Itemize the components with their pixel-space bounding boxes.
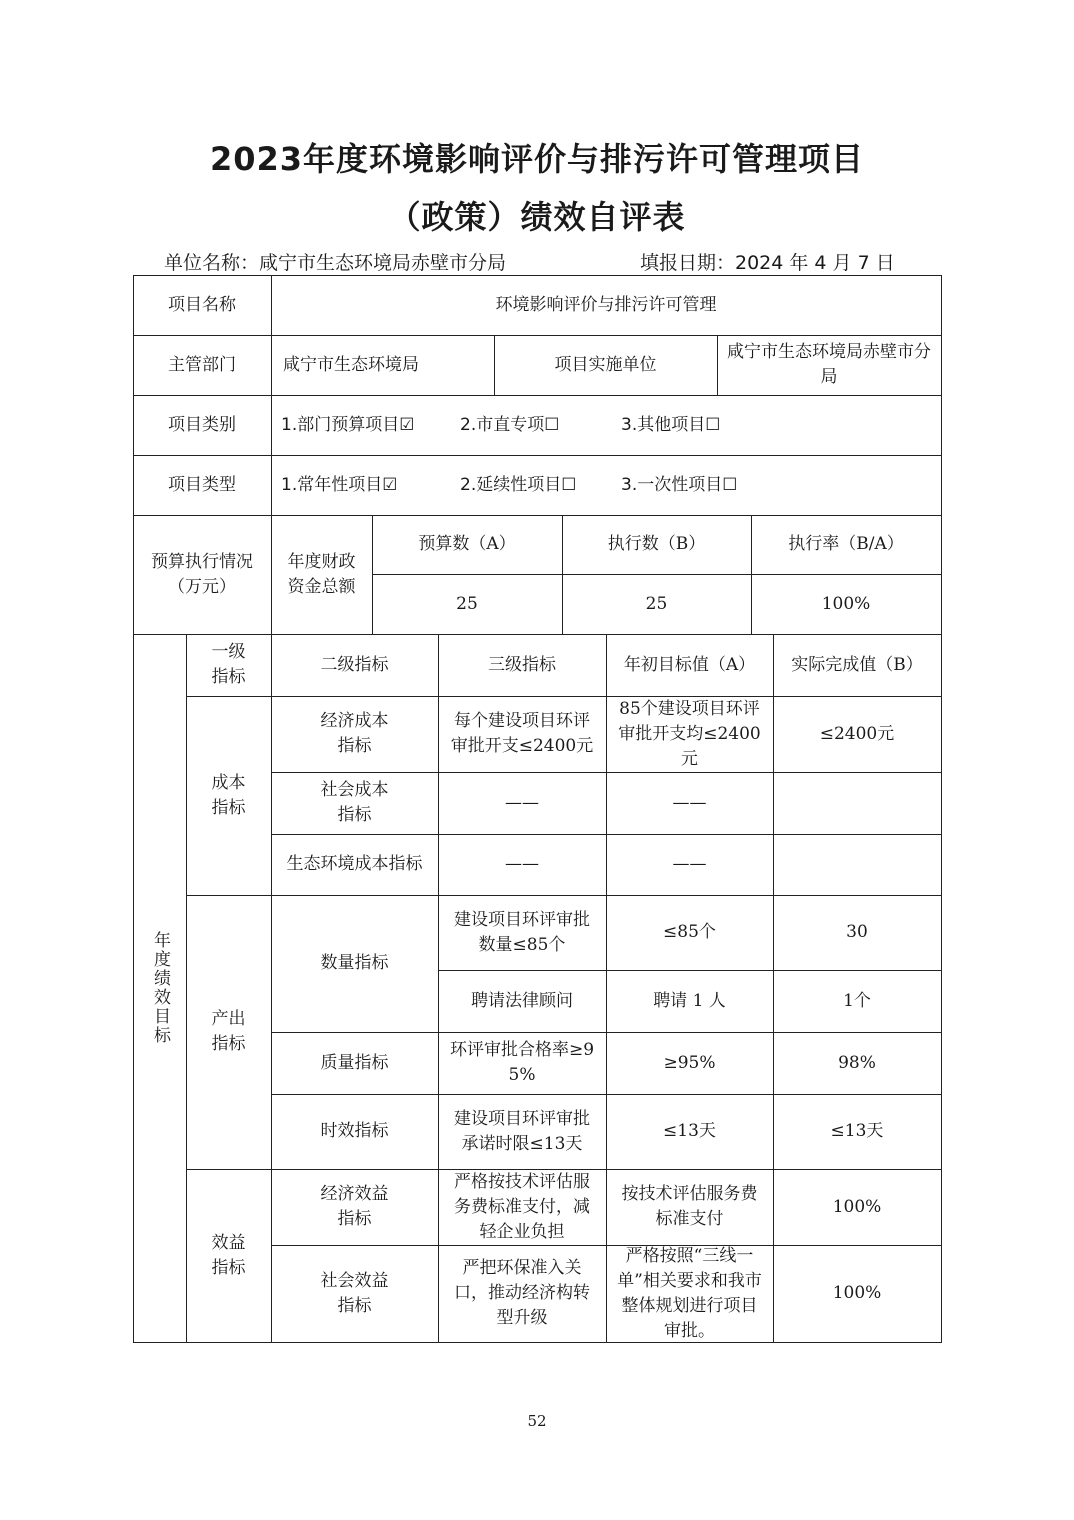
indicator-actual: 100% <box>832 1196 882 1217</box>
value-executed-b: 25 <box>645 593 668 614</box>
category-option-3: 3.其他项目☐ <box>621 414 721 435</box>
header-budget-a: 预算数（A） <box>418 534 516 554</box>
header-executed-b: 执行数（B） <box>607 534 706 554</box>
indicator-target: ≥95% <box>663 1052 716 1073</box>
indicator-level3: 每个建设项目环评审批开支≤2400元 <box>450 711 594 756</box>
indicator-level2: 经济成本 指标 <box>320 711 389 756</box>
indicator-level3: 环评审批合格率≥95% <box>449 1040 595 1085</box>
label-annual-targets: 年度绩效目标 <box>150 931 170 1045</box>
indicator-level2: 质量指标 <box>320 1052 389 1073</box>
group-output: 产出 指标 <box>211 1009 246 1054</box>
header-actual: 实际完成值（B） <box>791 654 923 675</box>
indicator-level2: 社会成本 指标 <box>320 780 389 825</box>
indicator-level3: 建设项目环评审批承诺时限≤13天 <box>454 1108 590 1154</box>
type-option-1: 1.常年性项目☑ <box>281 474 398 495</box>
indicator-actual <box>773 834 941 895</box>
page-number: 52 <box>527 1412 547 1430</box>
label-project-name: 项目名称 <box>168 294 236 315</box>
indicator-actual <box>773 772 941 834</box>
header-level3: 三级指标 <box>488 654 556 675</box>
type-option-3: 3.一次性项目☐ <box>621 474 738 495</box>
indicator-actual: ≤2400元 <box>819 723 895 744</box>
type-option-2: 2.延续性项目☐ <box>460 474 577 495</box>
indicator-target: —— <box>672 792 707 813</box>
indicator-level3: 聘请法律顾问 <box>471 990 573 1011</box>
category-option-1: 1.部门预算项目☑ <box>281 414 415 435</box>
indicator-actual: 1个 <box>843 990 871 1011</box>
indicator-actual: 100% <box>832 1283 882 1303</box>
indicator-target: 85个建设项目环评审批开支均≤2400元 <box>618 698 761 769</box>
value-dept: 咸宁市生态环境局 <box>283 354 419 375</box>
label-budget-execution: 预算执行情况 （万元） <box>151 551 253 597</box>
indicator-actual: 30 <box>846 922 868 942</box>
indicator-target: 聘请 1 人 <box>653 990 726 1011</box>
indicator-actual: ≤13天 <box>830 1121 884 1141</box>
page-title-line1: 2023年度环境影响评价与排污许可管理项目 <box>209 140 865 178</box>
value-project-name: 环境影响评价与排污许可管理 <box>495 294 717 315</box>
table-rule <box>941 275 942 1343</box>
indicator-level3: 建设项目环评审批数量≤85个 <box>454 909 590 955</box>
page-title-line2: （政策）绩效自评表 <box>388 198 686 236</box>
indicator-level3: 严格按技术评估服务费标准支付，减轻企业负担 <box>454 1171 590 1242</box>
indicator-target: 按技术评估服务费标准支付 <box>621 1184 758 1229</box>
value-execution-rate: 100% <box>821 593 871 614</box>
value-impl-unit: 咸宁市生态环境局赤壁市分局 <box>727 342 931 387</box>
indicator-level2: 社会效益 指标 <box>320 1270 389 1316</box>
indicator-level2: 时效指标 <box>320 1121 389 1141</box>
indicator-level2: 数量指标 <box>320 953 389 973</box>
group-benefit: 效益 指标 <box>211 1232 246 1278</box>
category-option-2: 2.市直专项☐ <box>460 414 560 435</box>
indicator-level2: 生态环境成本指标 <box>286 854 423 874</box>
header-execution-rate: 执行率（B/A） <box>788 534 904 554</box>
indicator-level2: 经济效益 指标 <box>320 1184 389 1229</box>
indicator-actual: 98% <box>838 1052 876 1073</box>
label-dept: 主管部门 <box>168 354 236 375</box>
value-budget-a: 25 <box>456 593 478 614</box>
indicator-level3: 严把环保准入关口，推动经济构转型升级 <box>454 1258 590 1328</box>
indicator-target: 严格按照“三线一单”相关要求和我市整体规划进行项目审批。 <box>617 1245 762 1341</box>
indicator-target: ≤85个 <box>663 922 716 942</box>
header-target: 年初目标值（A） <box>623 654 756 675</box>
label-category: 项目类别 <box>168 414 236 435</box>
header-level2: 二级指标 <box>320 654 389 675</box>
header-level1: 一级 指标 <box>211 642 246 687</box>
label-type: 项目类型 <box>168 474 236 495</box>
group-cost: 成本 指标 <box>211 772 246 818</box>
table-rule <box>133 1342 942 1343</box>
label-annual-fund: 年度财政 资金总额 <box>287 551 356 597</box>
indicator-target: —— <box>672 854 707 874</box>
report-date: 填报日期：2024 年 4 月 7 日 <box>640 252 895 274</box>
unit-name: 单位名称：咸宁市生态环境局赤壁市分局 <box>164 252 507 274</box>
indicator-target: ≤13天 <box>663 1121 716 1141</box>
indicator-level3: —— <box>505 854 539 874</box>
label-impl-unit: 项目实施单位 <box>554 354 657 375</box>
indicator-level3: —— <box>505 792 539 813</box>
